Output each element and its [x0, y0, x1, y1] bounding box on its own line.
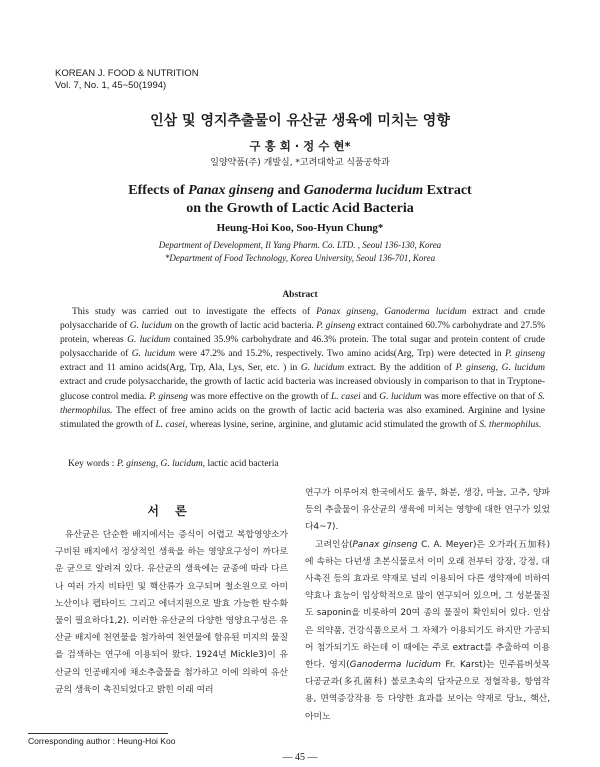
intro-paragraph-3: 고려인삼(Panax ginseng C. A. Meyer)은 오가과(五加科)에 속하는 다년생 초본식물로서 이미 오래 전부터 강장, 강정, 대사촉진 등의 효과로 약재로 널리 이용되어 다른 생약재에 비하여 약효나 효능이 임상학적으로 많이 연구되어 있으며, 그 성분물질도 saponin을 비롯하여 20여 종의 물질이 확인되어 있다. 인삼은 의약품, 건강식품으로서 그 자체가 이용되기도 하지만 가공되어 첨가되기도 하는데 이 때에는 주로 extract를 추출하여 이용한다. 영지(Ganoderma lucidum Fr. Karst)는 민주름버섯목 다공균과(多孔菌科) 불로초속의 담자균으로 정혈작용, 항염작용, 면역증강작용 등 다양한 효과를 보이는 약재로 당뇨, 핵산, 아미노 [305, 539, 550, 722]
introduction-heading: 서 론 [147, 504, 193, 518]
korean-authors: 구 홍 회 · 정 수 현* [249, 139, 351, 153]
affiliation-2: *Department of Food Technology, Korea University, Seoul 136-701, Korea [164, 253, 436, 263]
affiliation-1: Department of Development, Il Yang Pharm. Co. LTD. , Seoul 136-130, Korea [158, 240, 442, 250]
intro-paragraph-2: 연구가 이루어져 한국에서도 율무, 화분, 생강, 마늘, 고추, 양파 등의 추출물이 유산균의 생육에 미치는 영향에 대한 연구가 있었다4~7). [305, 488, 550, 533]
english-authors: Heung-Hoi Koo, Soo-Hyun Chung* [216, 222, 384, 234]
introduction-left-column [55, 527, 288, 699]
introduction-right-column [305, 485, 550, 726]
journal-volume: Vol. 7, No. 1, 45~50(1994) [55, 80, 167, 91]
english-affiliations [0, 239, 600, 265]
journal-header [55, 68, 199, 92]
journal-name: KOREAN J. FOOD & NUTRITION [55, 68, 199, 79]
english-title [0, 182, 600, 218]
intro-paragraph-1: 유산균은 단순한 배지에서는 증식이 어렵고 복합영양소가 구비된 배지에서 정상적인 생육을 하는 영양요구성이 까다로운 균으로 알려져 있다. 유산균의 생육에는 균종에 따라 다르나 여러 가지 비타민 및 핵산류가 요구되며 철소원으로 아미노산이나 펩타이드 그리고 에너지원으로 발효 가능한 탄수화물이 필요하다1,2). 이러한 유산균의 다양한 영양요구성은 유산균 배지에 천연물을 첨가하여 천연물에 함유된 미지의 물질을 검색하는 연구에 이용되어 왔다. 1924년 Mickle3)이 유산균의 인공배지에 채소추출물을 첨가하고 이에 의하여 유산균의 생육이 촉진되었다고 밝힌 이래 여러 [55, 530, 288, 695]
footnote-rule [28, 733, 168, 734]
korean-affiliation: 일양약품(주) 개발실, *고려대학교 식품공학과 [210, 158, 390, 168]
abstract-body: This study was carried out to investigate the effects of Panax ginseng, Ganoderma lucidum extract and crude polysaccharide of G. lucidum on the growth of lactic acid bacteria. P. ginseng extract contained 60.7% carbohydrate and 27.5% protein, whereas G. lucidum contained 35.9% carbohydrate and 46.3% protein. The total sugar and protein content of crude polysaccharide of G. lucidum were 47.2% and 15.2%, respectively. Two amino acids(Arg, Trp) were detected in P. ginseng extract and 11 amino acids(Arg, Trp, Ala, Lys, Ser, etc. ) in G. lucidum extract. By the addition of P. ginseng, G. lucidum extract and crude polysaccharide, the growth of lactic acid bacteria was increased obviously in comparison to that in Tryptone-glucose control media. P. ginseng was more effective on the growth of L. casei and G. lucidum was more effective on that of S. thermophilus. The effect of free amino acids on the growth of lactic acid bacteria was also examined. Arginine and lysine stimulated the growth of L. casei, whereas lysine, serine, arginine, and glutamic acid stimulated the growth of S. thermophilus. [60, 307, 546, 430]
corresponding-author-footnote: Corresponding author : Heung-Hoi Koo [28, 736, 176, 746]
abstract-heading: Abstract [282, 290, 318, 300]
english-title-line1: Effects of Panax ginseng and Ganoderma lucidum Extract [128, 183, 472, 198]
keywords: Key words : P. ginseng, G. lucidum, lactic acid bacteria [68, 459, 279, 469]
korean-title: 인삼 및 영지추출물이 유산균 생육에 미치는 영향 [150, 113, 450, 129]
english-title-line2: on the Growth of Lactic Acid Bacteria [186, 201, 414, 216]
page-number: — 45 — [282, 752, 318, 763]
